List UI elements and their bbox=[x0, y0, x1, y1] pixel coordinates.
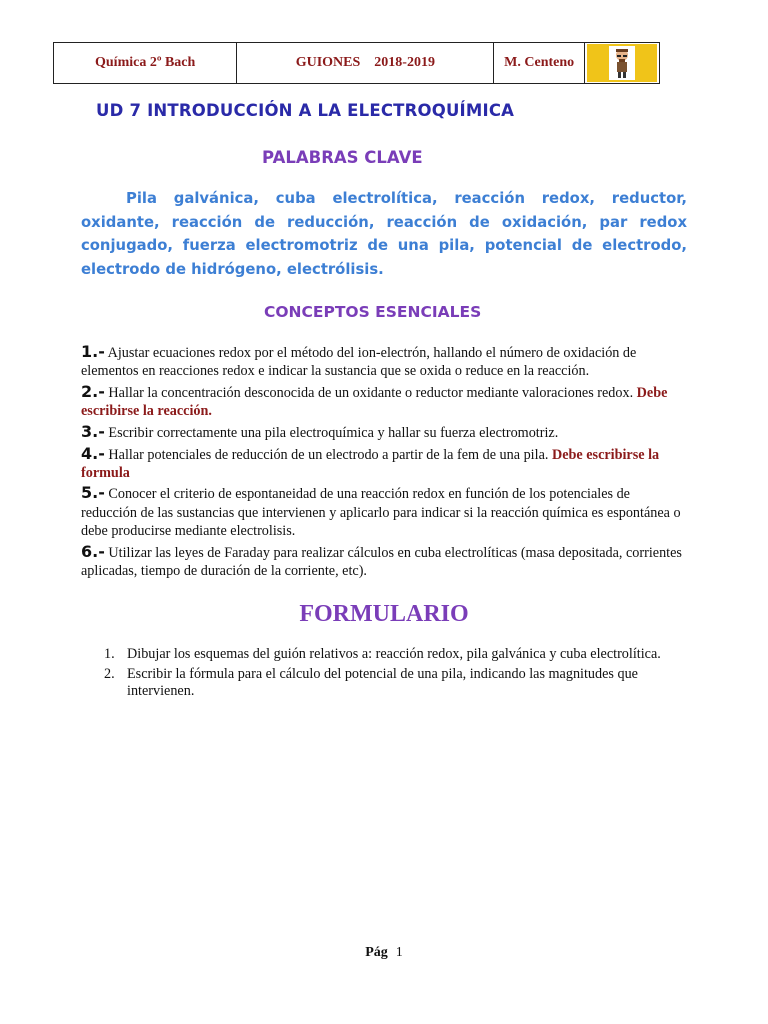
concept-number: 2.- bbox=[81, 381, 105, 401]
concept-item bbox=[81, 423, 687, 442]
concept-note: Debe escribirse la reacción. bbox=[81, 384, 668, 420]
header-course: Química 2º Bach bbox=[54, 43, 237, 83]
header-author: M. Centeno bbox=[494, 43, 585, 83]
header-table bbox=[53, 42, 660, 84]
formulario-item bbox=[104, 666, 694, 701]
header-logo-cell bbox=[585, 43, 659, 83]
page-label: Pág bbox=[365, 945, 388, 960]
concept-item bbox=[81, 543, 687, 580]
concept-number: 3.- bbox=[81, 421, 105, 441]
page-number: 1 bbox=[395, 945, 403, 960]
unit-title: UD 7 INTRODUCCIÓN A LA ELECTROQUÍMICA bbox=[96, 101, 515, 120]
concepts-heading: CONCEPTOS ESENCIALES bbox=[264, 303, 482, 321]
formulario-text: Escribir la fórmula para el cálculo del potencial de una pila, indicando las magnitudes que intervienen. bbox=[127, 665, 638, 699]
concept-item bbox=[81, 343, 687, 380]
formulario-heading: FORMULARIO bbox=[299, 601, 469, 627]
concept-text: Hallar la concentración desconocida de un oxidante o reductor mediante valoraciones redox. bbox=[104, 384, 637, 401]
keywords-heading: PALABRAS CLAVE bbox=[262, 148, 423, 167]
concept-number: 6.- bbox=[81, 541, 105, 561]
header-guiones-text: GUIONES 2018-2019 bbox=[295, 55, 435, 70]
concept-text: Ajustar ecuaciones redox por el método del ion-electrón, hallando el número de oxidación de elementos en reacciones redox e indicar la sustancia que se oxida o reduce en la reacción. bbox=[81, 345, 637, 380]
concept-item bbox=[81, 383, 687, 420]
concept-note: Debe escribirse la formula bbox=[81, 446, 660, 481]
formulario-number: 2. bbox=[104, 665, 115, 682]
concept-item bbox=[81, 445, 687, 482]
concept-number: 4.- bbox=[81, 443, 105, 463]
concept-number: 5.- bbox=[81, 483, 105, 503]
formulario-item bbox=[104, 646, 694, 664]
header-guiones bbox=[237, 43, 494, 83]
formulario-list bbox=[104, 646, 694, 703]
formulario-text: Dibujar los esquemas del guión relativos a: reacción redox, pila galvánica y cuba electrolítica. bbox=[127, 646, 661, 662]
formulario-number: 1. bbox=[104, 646, 115, 662]
keywords-paragraph: Pila galvánica, cuba electrolítica, reacción redox, reductor, oxidante, reacción de reducción, reacción de oxidación, par redox conjugado, fuerza electromotriz de una pila, potencial de electrodo, electrodo de hidrógeno, electrólisis. bbox=[81, 190, 687, 278]
concept-text: Escribir correctamente una pila electroquímica y hallar su fuerza electromotriz. bbox=[104, 424, 559, 441]
concept-text: Utilizar las leyes de Faraday para realizar cálculos en cuba electrolíticas (masa depositada, corrientes aplicadas, tiempo de duración de la corriente, etc). bbox=[81, 544, 682, 579]
page-footer bbox=[0, 945, 768, 961]
concept-text: Conocer el criterio de espontaneidad de una reacción redox en función de los potenciales de reducción de las sustancias que intervienen y aplicarlo para indicar si la reacción química es espontánea o debe producirse mediante electrolisis. bbox=[81, 486, 681, 539]
concept-item bbox=[81, 484, 687, 540]
concept-number: 1.- bbox=[81, 342, 105, 361]
teacher-portrait-icon bbox=[587, 44, 657, 82]
concepts-list bbox=[81, 343, 687, 582]
concept-text: Hallar potenciales de reducción de un electrodo a partir de la fem de una pila. bbox=[104, 446, 552, 463]
